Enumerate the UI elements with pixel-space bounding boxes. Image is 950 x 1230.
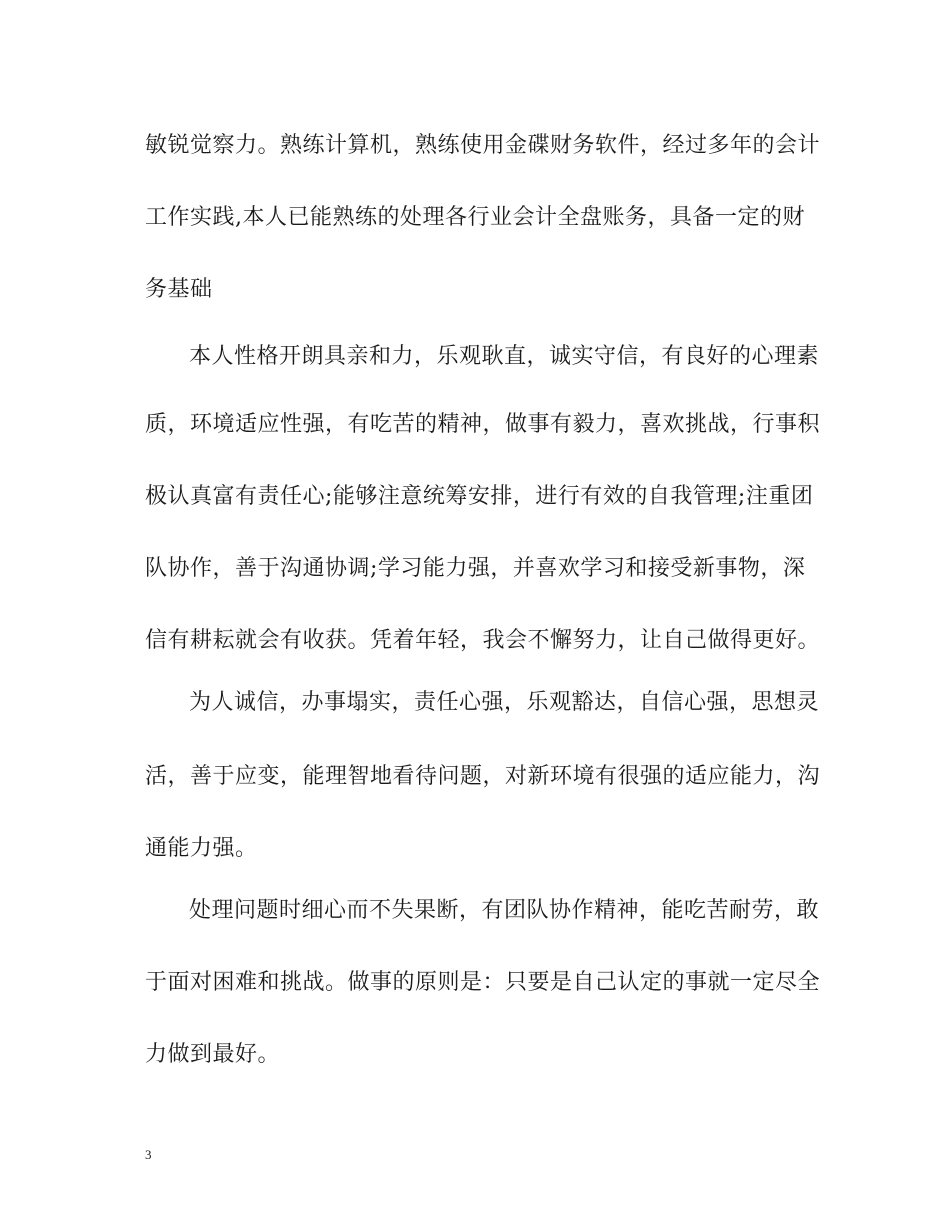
paragraph-line: 于面对困难和挑战。做事的原则是：只要是自己认定的事就一定尽全 (145, 970, 821, 995)
paragraph-line: 本人性格开朗具亲和力，乐观耿直，诚实守信，有良好的心理素 (189, 344, 820, 369)
paragraph-line: 处理问题时细心而不失果断，有团队协作精神，能吃苦耐劳，敢 (189, 898, 820, 923)
paragraph-line: 工作实践,本人已能熟练的处理各行业会计全盘账务，具备一定的财 (145, 205, 805, 230)
page-number: 3 (145, 1147, 152, 1162)
paragraph-line: 队协作，善于沟通协调;学习能力强，并喜欢学习和接受新事物，深 (145, 556, 806, 581)
paragraph-line: 活，善于应变，能理智地看待问题，对新环境有很强的适应能力，沟 (145, 764, 821, 789)
paragraph-line: 力做到最好。 (145, 1042, 281, 1067)
paragraph-line: 信有耕耘就会有收获。凭着年轻，我会不懈努力，让自己做得更好。 (145, 628, 821, 653)
paragraph-line: 敏锐觉察力。熟练计算机，熟练使用金碟财务软件，经过多年的会计 (145, 133, 821, 158)
paragraph-line: 务基础 (145, 277, 213, 302)
paragraph-line: 为人诚信，办事塌实，责任心强，乐观豁达，自信心强，思想灵 (189, 690, 820, 715)
paragraph-line: 通能力强。 (145, 836, 258, 861)
paragraph-line: 质，环境适应性强，有吃苦的精神，做事有毅力，喜欢挑战，行事积 (145, 412, 821, 437)
paragraph-line: 极认真富有责任心;能够注意统筹安排，进行有效的自我管理;注重团 (145, 484, 814, 509)
